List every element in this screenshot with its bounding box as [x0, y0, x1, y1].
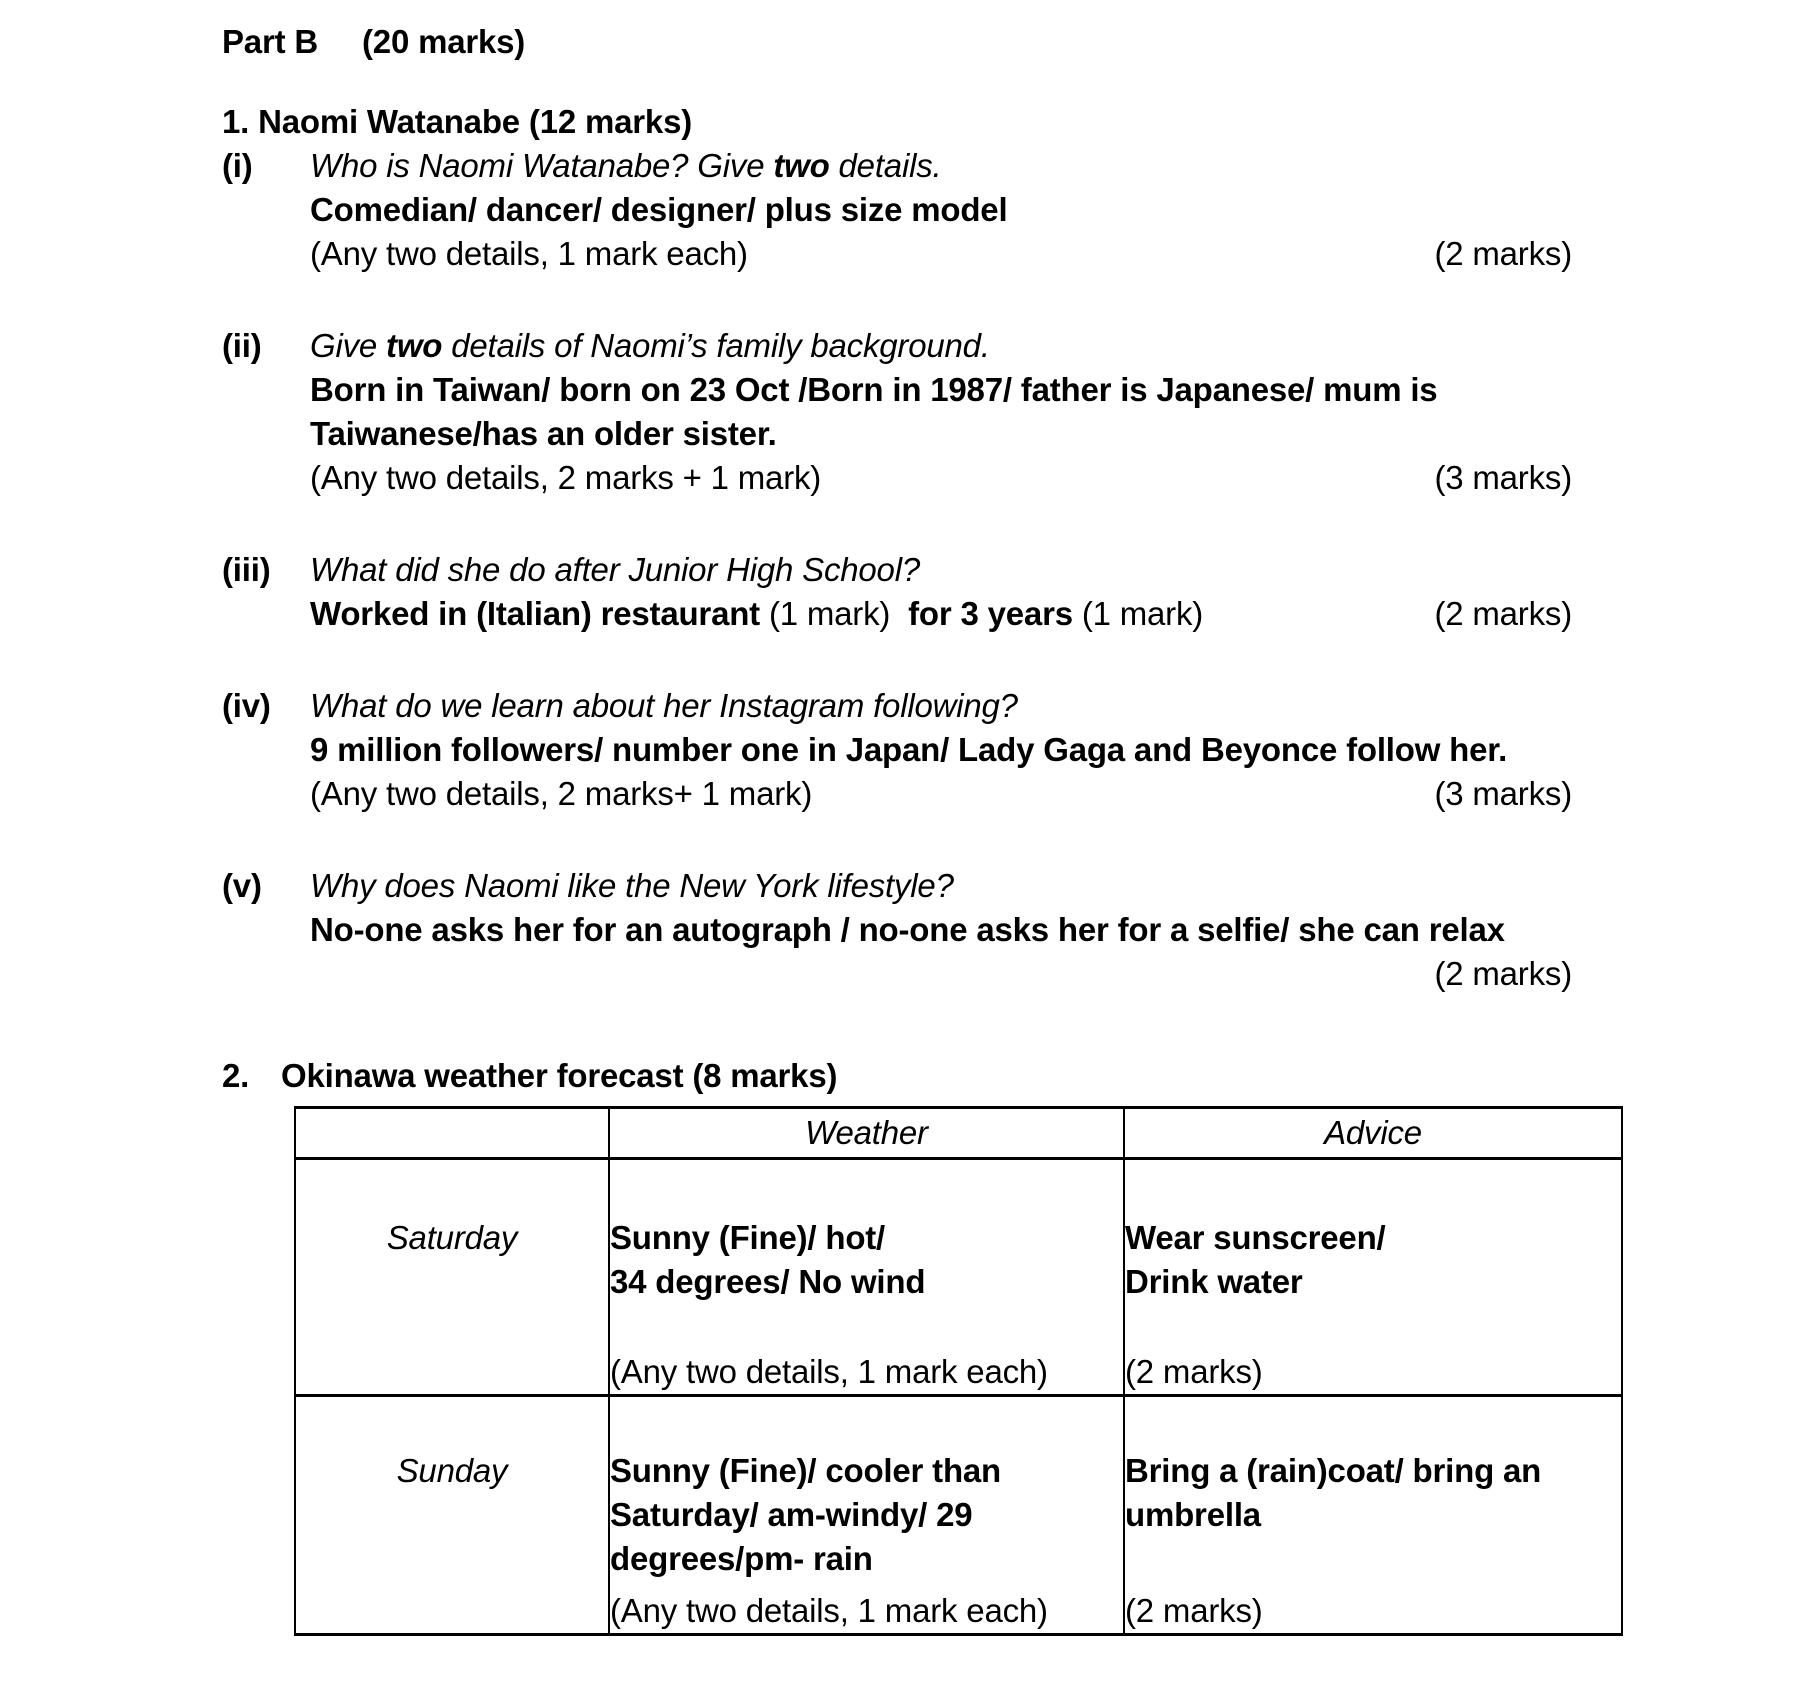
table-header-row: [295, 1108, 1622, 1159]
answer-text: Comedian/ dancer/ designer/ plus size model: [310, 191, 1008, 228]
header-cell-day: [295, 1108, 609, 1159]
question-body: [310, 864, 1572, 996]
question-number: (v): [222, 867, 262, 904]
advice-line: umbrella: [1125, 1496, 1261, 1533]
weather-details: [610, 1449, 1123, 1589]
advice-line: Bring a (rain)coat/ bring an: [1125, 1452, 1542, 1489]
question-number: (i): [222, 147, 253, 184]
question-number: (iii): [222, 551, 271, 588]
part-heading: [222, 20, 1572, 64]
header-cell-advice: Advice: [1124, 1108, 1622, 1159]
question-body: [310, 548, 1572, 636]
advice-details: [1125, 1449, 1621, 1589]
question-text-pre: Who is Naomi Watanabe? Give: [310, 147, 774, 184]
question-block-v: [222, 864, 1572, 996]
note-text: (Any two details, 2 marks + 1 mark): [310, 459, 822, 496]
advice-cell: [1124, 1159, 1622, 1396]
part-label: Part B: [222, 23, 318, 60]
advice-details: [1125, 1216, 1621, 1350]
note-text: (Any two details, 1 mark each): [310, 235, 748, 272]
advice-note: (2 marks): [1125, 1592, 1263, 1629]
question-text-pre: Give: [310, 327, 387, 364]
answer-line-2: Taiwanese/has an older sister.: [310, 415, 777, 452]
answer-line-1: Born in Taiwan/ born on 23 Oct /Born in 1987/ father is Japanese/ mum is: [310, 371, 1438, 408]
answer-text: No-one asks her for an autograph / no-one asks her for a selfie/ she can relax: [310, 911, 1505, 948]
question-text: [310, 324, 1572, 368]
note-text: (Any two details, 2 marks+ 1 mark): [310, 775, 813, 812]
section2-title: Okinawa weather forecast (8 marks): [281, 1057, 838, 1094]
question-text-post: details.: [829, 147, 942, 184]
advice-line: Drink water: [1125, 1263, 1303, 1300]
weather-line: Sunny (Fine)/ hot/: [610, 1219, 886, 1256]
question-block-ii: [222, 324, 1572, 500]
question-text: Why does Naomi like the New York lifestyle?: [310, 867, 954, 904]
day-cell: Sunday: [295, 1396, 609, 1635]
header-cell-weather: Weather: [609, 1108, 1124, 1159]
marks-label: (3 marks): [1434, 459, 1572, 496]
weather-cell: [609, 1159, 1124, 1396]
question-text-emphasis: two: [773, 147, 830, 184]
question-text: What did she do after Junior High School?: [310, 551, 920, 588]
weather-line: degrees/pm- rain: [610, 1540, 873, 1577]
question-block-iii: [222, 548, 1572, 636]
weather-details: [610, 1216, 1123, 1350]
advice-line: Wear sunscreen/: [1125, 1219, 1386, 1256]
section2-heading: [222, 1054, 1572, 1098]
note-line: [310, 772, 1572, 816]
answer-line: [310, 592, 1572, 636]
question-body: [310, 684, 1572, 816]
question-body: [310, 144, 1572, 276]
weather-note: (Any two details, 1 mark each): [610, 1592, 1048, 1629]
section1-title: 1. Naomi Watanabe (12 marks): [222, 103, 693, 140]
marks-label: (2 marks): [1434, 595, 1572, 632]
table-row-sunday: [295, 1396, 1622, 1635]
advice-cell: [1124, 1396, 1622, 1635]
answer-text: 9 million followers/ number one in Japan/ Lady Gaga and Beyonce follow her.: [310, 731, 1508, 768]
table-row-saturday: [295, 1159, 1622, 1396]
weather-line: Sunny (Fine)/ cooler than: [610, 1452, 1002, 1489]
question-number: (ii): [222, 327, 262, 364]
question-block-i: [222, 144, 1572, 276]
question-text: [310, 144, 1572, 188]
answer-segment-regular: (1 mark): [768, 595, 909, 632]
question-body: [310, 324, 1572, 500]
section2-number: 2.: [222, 1057, 250, 1094]
answer-segment-bold: for 3 years: [908, 595, 1082, 632]
weather-cell: [609, 1396, 1124, 1635]
part-marks-label: (20 marks): [362, 23, 526, 60]
marks-line: [310, 952, 1572, 996]
note-line: [310, 456, 1572, 500]
day-cell: Saturday: [295, 1159, 609, 1396]
question-block-iv: [222, 684, 1572, 816]
weather-line: Saturday/ am-windy/ 29: [610, 1496, 973, 1533]
note-line: [310, 232, 1572, 276]
marks-label: (2 marks): [1434, 955, 1572, 992]
marks-label: (3 marks): [1434, 775, 1572, 812]
question-number: (iv): [222, 687, 271, 724]
question-text: What do we learn about her Instagram following?: [310, 687, 1018, 724]
advice-note: (2 marks): [1125, 1353, 1263, 1390]
marks-label: (2 marks): [1434, 235, 1572, 272]
weather-note: (Any two details, 1 mark each): [610, 1353, 1048, 1390]
question-text-emphasis: two: [386, 327, 443, 364]
answer-segment-regular: (1 mark): [1081, 595, 1204, 632]
weather-line: 34 degrees/ No wind: [610, 1263, 926, 1300]
question-text-post: details of Naomi’s family background.: [442, 327, 990, 364]
weather-table: [294, 1106, 1623, 1636]
answer-segment-bold: Worked in (Italian) restaurant: [310, 595, 769, 632]
